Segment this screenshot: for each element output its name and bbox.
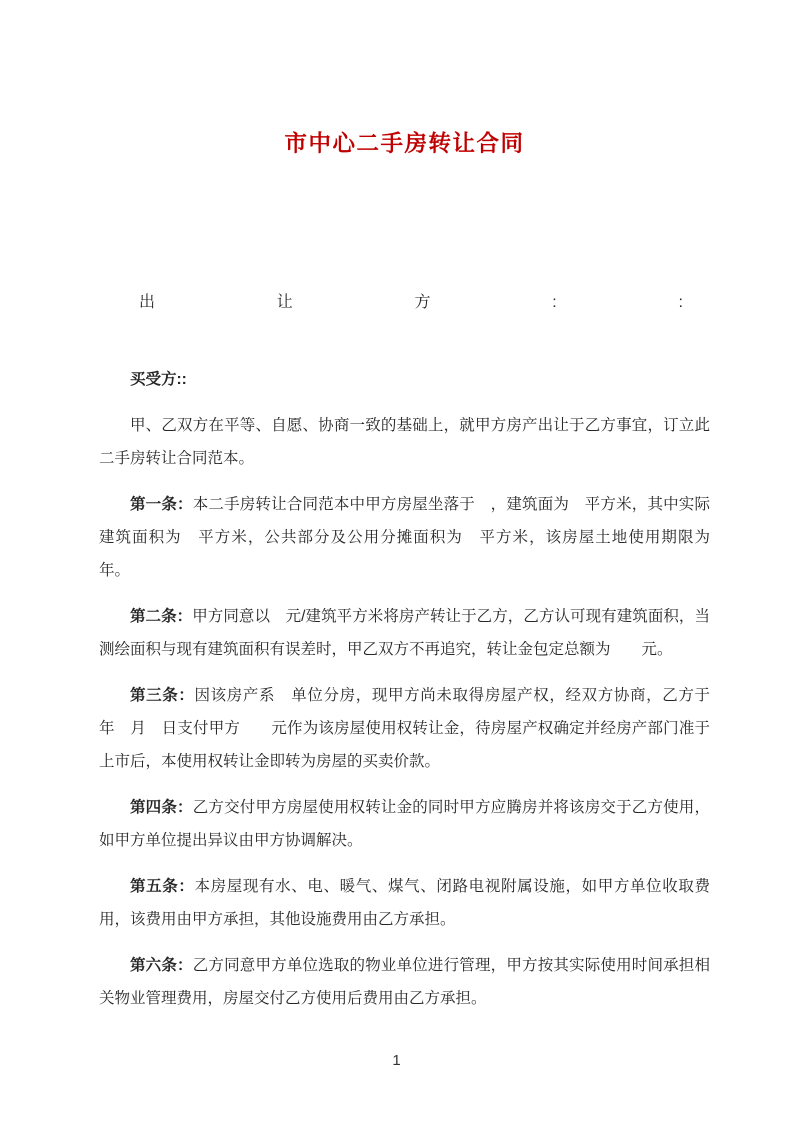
clause-paragraph-6 <box>99 949 710 1015</box>
clause-paragraph-4 <box>99 791 710 857</box>
clause-2-label: 第二条： <box>130 608 193 625</box>
clause-paragraph-2 <box>99 600 710 666</box>
clause-3-text: 因该房产系 单位分房，现甲方尚未取得房屋产权，经双方协商，乙方于 年 月 日支付甲方 元作为该房屋使用权转让金，待房屋产权确定并经房产部门准于上市后，本使用权转让金即转为房屋的买卖价款。 <box>99 687 726 770</box>
seller-party-line <box>139 286 683 319</box>
clause-6-text: 乙方同意甲方单位选取的物业单位进行管理，甲方按其实际使用时间承担相关物业管理费用，房屋交付乙方使用后费用由乙方承担。 <box>99 957 710 1007</box>
document-title: 市中心二手房转让合同 <box>284 131 525 156</box>
intro-paragraph <box>99 409 710 475</box>
clause-1-text: 本二手房转让合同范本中甲方房屋坐落于 ，建筑面为 平方米，其中实际建筑面积为 平方米，公共部分及公用分摊面积为 平方米，该房屋土地使用期限为 年。 <box>99 496 726 579</box>
clause-1-label: 第一条： <box>130 496 193 513</box>
clause-4-text: 乙方交付甲方房屋使用权转让金的同时甲方应腾房并将该房交于乙方使用，如甲方单位提出异议由甲方协调解决。 <box>99 799 710 849</box>
seller-colon-2: : <box>678 294 683 311</box>
clause-2-text: 甲方同意以 元/建筑平方米将房产转让于乙方，乙方认可现有建筑面积，当测绘面积与现有建筑面积有误差时，甲乙双方不再追究，转让金包定总额为 元。 <box>99 608 710 658</box>
clause-3-label: 第三条： <box>130 687 195 704</box>
clause-5-label: 第五条： <box>130 878 195 895</box>
seller-char-2: 让 <box>276 294 293 311</box>
clause-paragraph-3 <box>99 679 726 778</box>
clause-6-label: 第六条： <box>130 957 193 974</box>
intro-text: 甲、乙双方在平等、自愿、协商一致的基础上，就甲方房产出让于乙方事宜，订立此二手房转让合同范本。 <box>99 417 710 467</box>
seller-colon-1: : <box>552 294 557 311</box>
seller-char-1: 出 <box>139 294 156 311</box>
page-number: 1 <box>392 1052 401 1069</box>
clause-paragraph-1 <box>99 488 726 587</box>
seller-char-3: 方 <box>414 294 431 311</box>
clause-5-text: 本房屋现有水、电、暖气、煤气、闭路电视附属设施，如甲方单位收取费用，该费用由甲方承担，其他设施费用由乙方承担。 <box>99 878 710 928</box>
clause-4-label: 第四条： <box>130 799 193 816</box>
clause-paragraph-5 <box>99 870 710 936</box>
buyer-party-line: 买受方:: <box>130 371 187 388</box>
